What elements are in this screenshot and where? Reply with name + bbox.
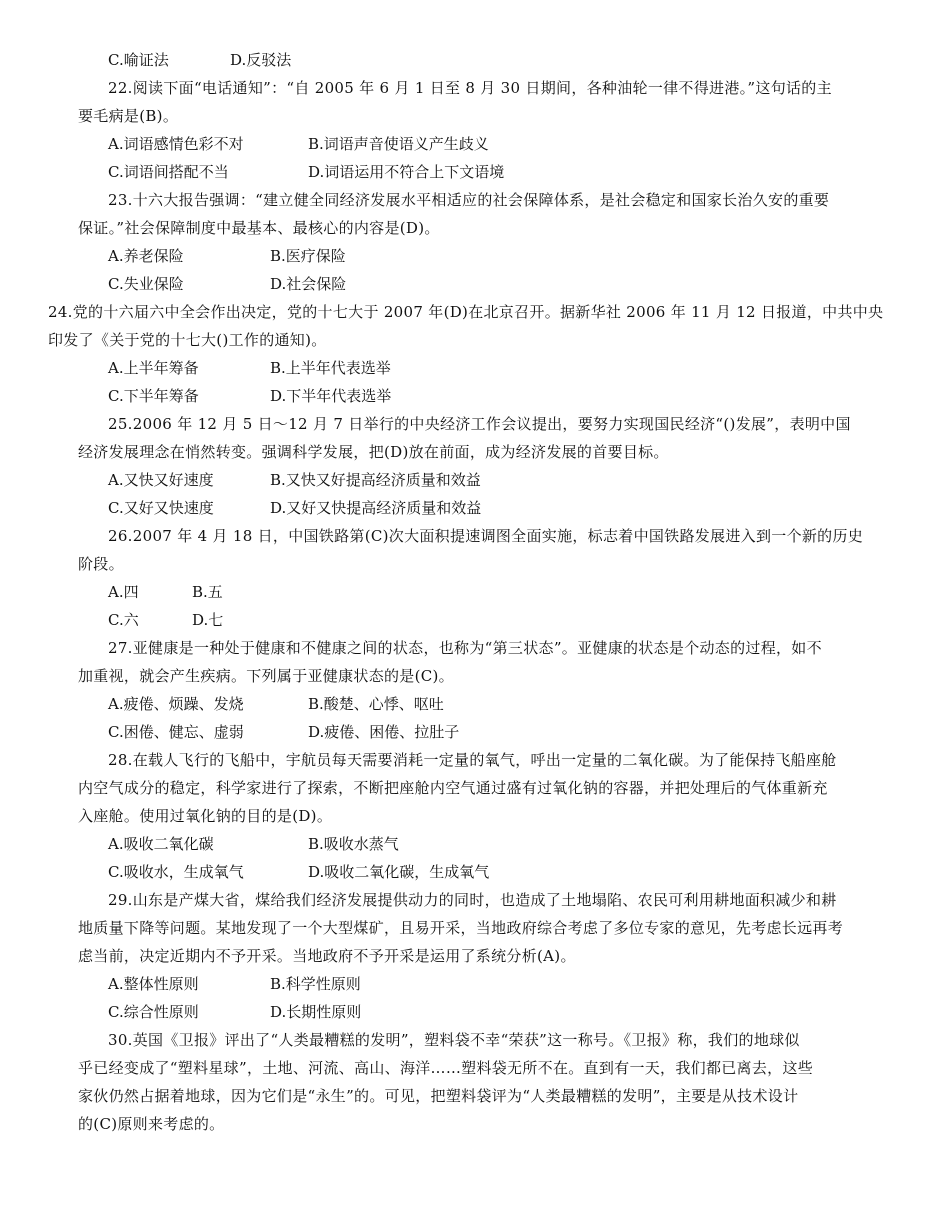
q28-stem-line3: 入座舱。使用过氧化钠的目的是(D)。 xyxy=(78,807,333,825)
q22-option-d: D.词语运用不符合上下文语境 xyxy=(308,163,505,181)
q29-option-d: D.长期性原则 xyxy=(270,1003,362,1021)
q23-stem-line2: 保证。”社会保障制度中最基本、最核心的内容是(D)。 xyxy=(78,219,440,237)
q27-option-b: B.酸楚、心悸、呕吐 xyxy=(308,695,444,713)
q28-option-a: A.吸收二氧化碳 xyxy=(108,835,214,853)
q24-option-a: A.上半年筹备 xyxy=(108,359,199,377)
q28-option-c: C.吸收水，生成氧气 xyxy=(108,863,244,881)
q25-option-a: A.又快又好速度 xyxy=(108,471,214,489)
q29-stem-line1: 29.山东是产煤大省，煤给我们经济发展提供动力的同时，也造成了土地塌陷、农民可利用耕地面积减少和耕 xyxy=(108,891,837,909)
q28-option-d: D.吸收二氧化碳，生成氧气 xyxy=(308,863,490,881)
q22-stem-line2: 要毛病是(B)。 xyxy=(78,107,179,125)
q27-option-a: A.疲倦、烦躁、发烧 xyxy=(108,695,244,713)
q22-stem-line1: 22.阅读下面“电话通知”：“自 2005 年 6 月 1 日至 8 月 30 日期间，各种油轮一律不得进港。”这句话的主 xyxy=(108,79,832,97)
q28-stem-line2: 内空气成分的稳定，科学家进行了探索，不断把座舱内空气通过盛有过氧化钠的容器，并把处理后的气体重新充 xyxy=(78,779,828,797)
q25-stem-line1: 25.2006 年 12 月 5 日～12 月 7 日举行的中央经济工作会议提出，要努力实现国民经济“()发展”，表明中国 xyxy=(108,415,851,433)
q29-stem-line2: 地质量下降等问题。某地发现了一个大型煤矿，且易开采，当地政府综合考虑了多位专家的意见，先考虑长远再考 xyxy=(78,919,844,937)
q22-option-b: B.词语声音使语义产生歧义 xyxy=(308,135,489,153)
q26-stem-line1: 26.2007 年 4 月 18 日，中国铁路第(C)次大面积提速调图全面实施，标志着中国铁路发展进入到一个新的历史 xyxy=(108,527,864,545)
q27-stem-line2: 加重视，就会产生疾病。下列属于亚健康状态的是(C)。 xyxy=(78,667,454,685)
q24-stem-line1: 24.党的十六届六中全会作出决定，党的十七大于 2007 年(D)在北京召开。据新华社 2006 年 11 月 12 日报道，中共中央 xyxy=(48,303,884,321)
q26-option-a: A.四 xyxy=(108,583,139,601)
q28-option-b: B.吸收水蒸气 xyxy=(308,835,399,853)
q27-stem-line1: 27.亚健康是一种处于健康和不健康之间的状态，也称为“第三状态”。亚健康的状态是个动态的过程，如不 xyxy=(108,639,822,657)
q24-option-d: D.下半年代表选举 xyxy=(270,387,392,405)
q21-option-c: C.喻证法 xyxy=(108,51,169,69)
q30-stem-line2: 乎已经变成了“塑料星球”，土地、河流、高山、海洋……塑料袋无所不在。直到有一天，我们都已离去，这些 xyxy=(78,1059,814,1077)
q26-stem-line2: 阶段。 xyxy=(78,555,124,573)
q29-option-c: C.综合性原则 xyxy=(108,1003,199,1021)
q27-option-c: C.困倦、健忘、虚弱 xyxy=(108,723,244,741)
q28-stem-line1: 28.在载人飞行的飞船中，宇航员每天需要消耗一定量的氧气，呼出一定量的二氧化碳。为了能保持飞船座舱 xyxy=(108,751,837,769)
q23-option-b: B.医疗保险 xyxy=(270,247,346,265)
q25-option-c: C.又好又快速度 xyxy=(108,499,214,517)
q30-stem-line1: 30.英国《卫报》评出了“人类最糟糕的发明”，塑料袋不幸“荣获”这一称号。《卫报》称，我们的地球似 xyxy=(108,1031,800,1049)
q22-option-c: C.词语间搭配不当 xyxy=(108,163,229,181)
q23-stem-line1: 23.十六大报告强调：“建立健全同经济发展水平相适应的社会保障体系，是社会稳定和国家长治久安的重要 xyxy=(108,191,830,209)
q23-option-a: A.养老保险 xyxy=(108,247,184,265)
q25-option-b: B.又快又好提高经济质量和效益 xyxy=(270,471,481,489)
q23-option-d: D.社会保险 xyxy=(270,275,347,293)
q21-option-d: D.反驳法 xyxy=(230,51,292,69)
q26-option-c: C.六 xyxy=(108,611,139,629)
q25-option-d: D.又好又快提高经济质量和效益 xyxy=(270,499,482,517)
q24-stem-line2: 印发了《关于党的十七大()工作的通知)。 xyxy=(48,331,327,349)
q27-option-d: D.疲倦、困倦、拉肚子 xyxy=(308,723,460,741)
q25-stem-line2: 经济发展理念在悄然转变。强调科学发展，把(D)放在前面，成为经济发展的首要目标。 xyxy=(78,443,669,461)
q26-option-d: D.七 xyxy=(192,611,224,629)
q29-option-a: A.整体性原则 xyxy=(108,975,199,993)
q29-stem-line3: 虑当前，决定近期内不予开采。当地政府不予开采是运用了系统分析(A)。 xyxy=(78,947,576,965)
q26-option-b: B.五 xyxy=(192,583,223,601)
q22-option-a: A.词语感情色彩不对 xyxy=(108,135,244,153)
q29-option-b: B.科学性原则 xyxy=(270,975,361,993)
q23-option-c: C.失业保险 xyxy=(108,275,184,293)
q24-option-b: B.上半年代表选举 xyxy=(270,359,391,377)
q30-stem-line4: 的(C)原则来考虑的。 xyxy=(78,1115,225,1133)
q30-stem-line3: 家伙仍然占据着地球，因为它们是“永生”的。可见，把塑料袋评为“人类最糟糕的发明”，主要是从技术设计 xyxy=(78,1087,799,1105)
q24-option-c: C.下半年筹备 xyxy=(108,387,199,405)
